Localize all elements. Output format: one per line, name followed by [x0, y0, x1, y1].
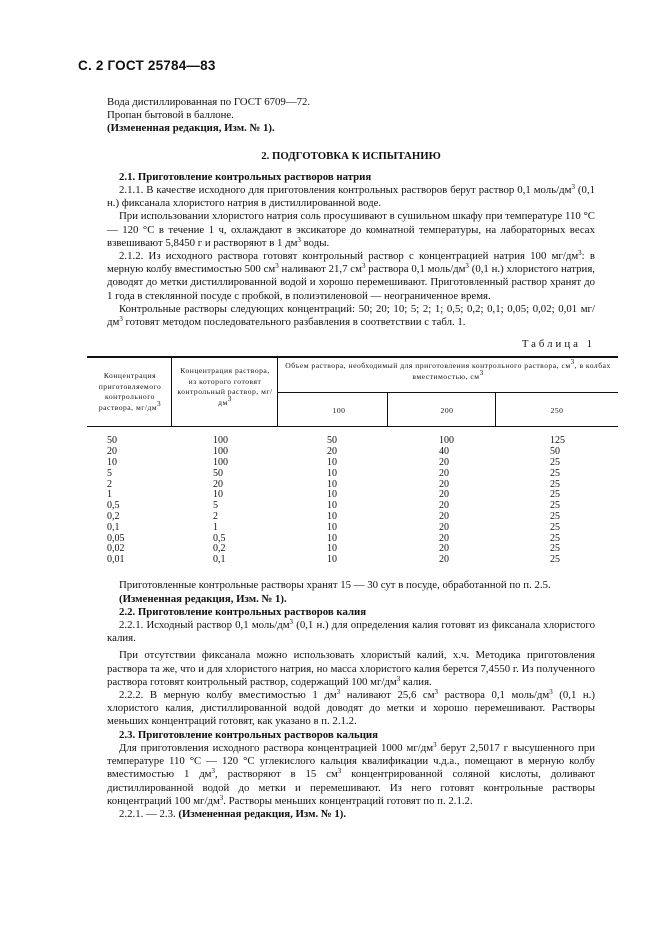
final-amendment: 2.2.1. — 2.3. (Измененная редакция, Изм. № 1).: [119, 807, 347, 820]
table-cell: 1: [213, 521, 218, 533]
para-nacl-alternative: При использовании хлористого натрия соль просушивают в сушильном шкафу при температуре 110 °С — 120 °С в течение 1 ч, охлаждают в эксикаторе до комнатной температуры, на лабораторных весах взвешивают 5,8450 г и растворяют в 1 $дм^3$ воды.: [107, 210, 595, 249]
table-subheader-rule: [277, 392, 618, 393]
table-cell: 10: [327, 521, 337, 533]
table-cell: 1: [107, 489, 112, 501]
table-cell: 10: [327, 467, 337, 479]
table-cell: 10: [327, 554, 337, 566]
column-volume-200: [439, 436, 454, 566]
table-cell: 0,05: [107, 532, 125, 544]
table-cell: 50: [213, 467, 223, 479]
table-cell: 25: [550, 521, 560, 533]
table-divider-3: [387, 392, 388, 426]
table-cell: 10: [327, 478, 337, 490]
table-cell: 25: [550, 467, 560, 479]
table-cell: 20: [439, 457, 449, 469]
table-cell: 50: [550, 446, 560, 458]
table-cell: 0,1: [107, 521, 120, 533]
table-cell: 125: [550, 435, 565, 447]
table-cell: 100: [213, 435, 228, 447]
table-cell: 50: [327, 435, 337, 447]
header-target-concentration: Концентрация приготовляемого контрольного раствора, $мг/дм^3$: [98, 371, 162, 412]
table-cell: 0,2: [107, 511, 120, 523]
table-cell: 100: [213, 457, 228, 469]
table-cell: 10: [327, 543, 337, 555]
header-flask-250: 250: [550, 406, 564, 416]
table-cell: 25: [550, 489, 560, 501]
document-body: [98, 96, 611, 821]
intro-amendment: (Измененная редакция, Изм. № 1).: [107, 122, 275, 135]
column-volume-250: [550, 436, 565, 566]
table-divider-4: [495, 392, 496, 426]
column-volume-100: [327, 436, 337, 566]
subsection-2-3-title: 2.3. Приготовление контрольных растворов кальция: [119, 728, 378, 741]
subsection-2-2-title: 2.2. Приготовление контрольных растворов калия: [119, 605, 367, 618]
para-storage: Приготовленные контрольные растворы хранят 15 — 30 сут в посуде, обработанной по п. 2.5.: [119, 579, 551, 592]
para-calcium: Для приготовления исходного раствора концентрацией 1000 $мг/дм^3$ берут 2,5017 г высушенного при температуре 110 °С — 120 °С углекислого кальция квалификации ч.д.а., помещают в мерную колбу вместимостью 1 $дм^3$, растворяют в 15 $см^3$ концентрированной соляной кислоты, доливают дистиллированной водой до метки и перемешивают. Из него готовят контрольные растворы концентраций 100 $мг/дм^3$. Растворы меньших концентраций готовят по п. 2.1.2.: [107, 740, 595, 807]
header-flask-200: 200: [440, 406, 454, 416]
table-cell: 25: [550, 478, 560, 490]
table-cell: 20: [439, 532, 449, 544]
table-cell: 20: [327, 446, 337, 458]
table-cell: 25: [550, 532, 560, 544]
header-source-concentration: Концентрация раствора, из которого готовят контрольный раствор, $мг/дм^3$: [177, 366, 273, 407]
column-target-concentration: [107, 436, 125, 566]
table-top-rule: [87, 356, 618, 357]
table-cell: 25: [550, 543, 560, 555]
table-cell: 10: [327, 489, 337, 501]
table-cell: 5: [213, 500, 218, 512]
table-divider-1: [171, 356, 172, 426]
table-cell: 0,5: [213, 532, 226, 544]
table-cell: 5: [107, 467, 112, 479]
section-2-title: 2. ПОДГОТОВКА К ИСПЫТАНИЮ: [261, 149, 441, 162]
intro-line-propane: Пропан бытовой в баллоне.: [107, 109, 234, 122]
table-cell: 10: [327, 532, 337, 544]
table-cell: 25: [550, 554, 560, 566]
table-cell: 25: [550, 511, 560, 523]
table-cell: 2: [107, 478, 112, 490]
table-amendment: (Измененная редакция, Изм. № 1).: [119, 592, 287, 605]
table-cell: 100: [213, 446, 228, 458]
table-cell: 10: [327, 511, 337, 523]
header-volume: Объем раствора, необходимый для приготовления контрольного раствора, $см^3$, в колбах вместимостью, $см^3$: [285, 358, 611, 381]
table-cell: 10: [107, 457, 117, 469]
table-cell: 20: [439, 554, 449, 566]
table-1-caption: Таблица 1: [521, 338, 595, 351]
table-cell: 20: [439, 500, 449, 512]
para-2-1-1: 2.1.1. В качестве исходного для приготовления контрольных растворов берут раствор 0,1 моль/$дм^3$ (0,1 н.) фиксанала хлористого натрия в дистиллированной воде.: [107, 183, 596, 210]
table-cell: 20: [439, 543, 449, 555]
table-cell: 20: [439, 467, 449, 479]
table-cell: 40: [439, 446, 449, 458]
para-2-2-2: 2.2.2. В мерную колбу вместимостью 1 $дм^3$ наливают 25,6 $см^3$ раствора 0,1 моль/$дм^3$ (0,1 н.) хлористого калия, дистиллированной водой доводят до метки и хорошо перемешивают. Растворы меньших концентраций готовят, как указано в п. 2.1.2.: [107, 688, 595, 728]
column-source-concentration: [213, 436, 228, 566]
table-cell: 20: [213, 478, 223, 490]
para-2-2-1: 2.2.1. Исходный раствор 0,1 моль/$дм^3$ (0,1 н.) для определения калия готовят из фиксанала хлористого калия.: [107, 618, 595, 645]
subsection-2-1-title: 2.1. Приготовление контрольных растворов натрия: [119, 170, 372, 183]
table-cell: 0,5: [107, 500, 120, 512]
para-concentrations: Контрольные растворы следующих концентраций: 50; 20; 10; 5; 2; 1; 0,5; 0,2; 0,1; 0,05; 0,02; 0,01 $мг/дм^3$ готовят методом последовательного разбавления в соответствии с табл. 1.: [107, 302, 595, 329]
table-cell: 20: [439, 511, 449, 523]
table-cell: 10: [327, 500, 337, 512]
table-cell: 25: [550, 500, 560, 512]
page-header: С. 2 ГОСТ 25784—83: [78, 58, 216, 73]
table-1: [87, 356, 618, 572]
table-cell: 0,01: [107, 554, 125, 566]
table-cell: 20: [439, 478, 449, 490]
header-flask-100: 100: [332, 406, 346, 416]
table-cell: 0,02: [107, 543, 125, 555]
table-cell: 100: [439, 435, 454, 447]
intro-line-water: Вода дистиллированная по ГОСТ 6709—72.: [107, 96, 311, 108]
table-cell: 50: [107, 435, 117, 447]
table-cell: 10: [213, 489, 223, 501]
table-cell: 10: [327, 457, 337, 469]
table-cell: 20: [439, 521, 449, 533]
table-cell: 2: [213, 511, 218, 523]
table-cell: 0,2: [213, 543, 226, 555]
table-cell: 20: [439, 489, 449, 501]
table-divider-2: [277, 356, 278, 426]
para-2-1-2: 2.1.2. Из исходного раствора готовят контрольный раствор с концентрацией натрия 100 $мг/дм^3$: в мерную колбу вместимостью 500 $см^3$ наливают 21,7 $см^3$ раствора 0,1 моль/$дм^3$ (0,1 н.) хлористого натрия, доводят до метки дистиллированной водой и хорошо перемешивают. Приготовленный раствор хранят до 1 года в стеклянной посуде с пробкой, в полиэтиленовой — неограниченное время.: [107, 249, 595, 302]
table-cell: 0,1: [213, 554, 226, 566]
para-kcl-alternative: При отсутствии фиксанала можно использовать хлористый калий, х.ч. Методика приготовления раствора та же, что и для хлористого натрия, но масса хлористого калия берется 7,4550 г. Из полученного раствора готовят контрольный раствор, содержащий 100 $мг/дм^3$ калия.: [107, 649, 595, 688]
table-cell: 20: [107, 446, 117, 458]
table-cell: 25: [550, 457, 560, 469]
table-header-rule: [87, 426, 618, 427]
